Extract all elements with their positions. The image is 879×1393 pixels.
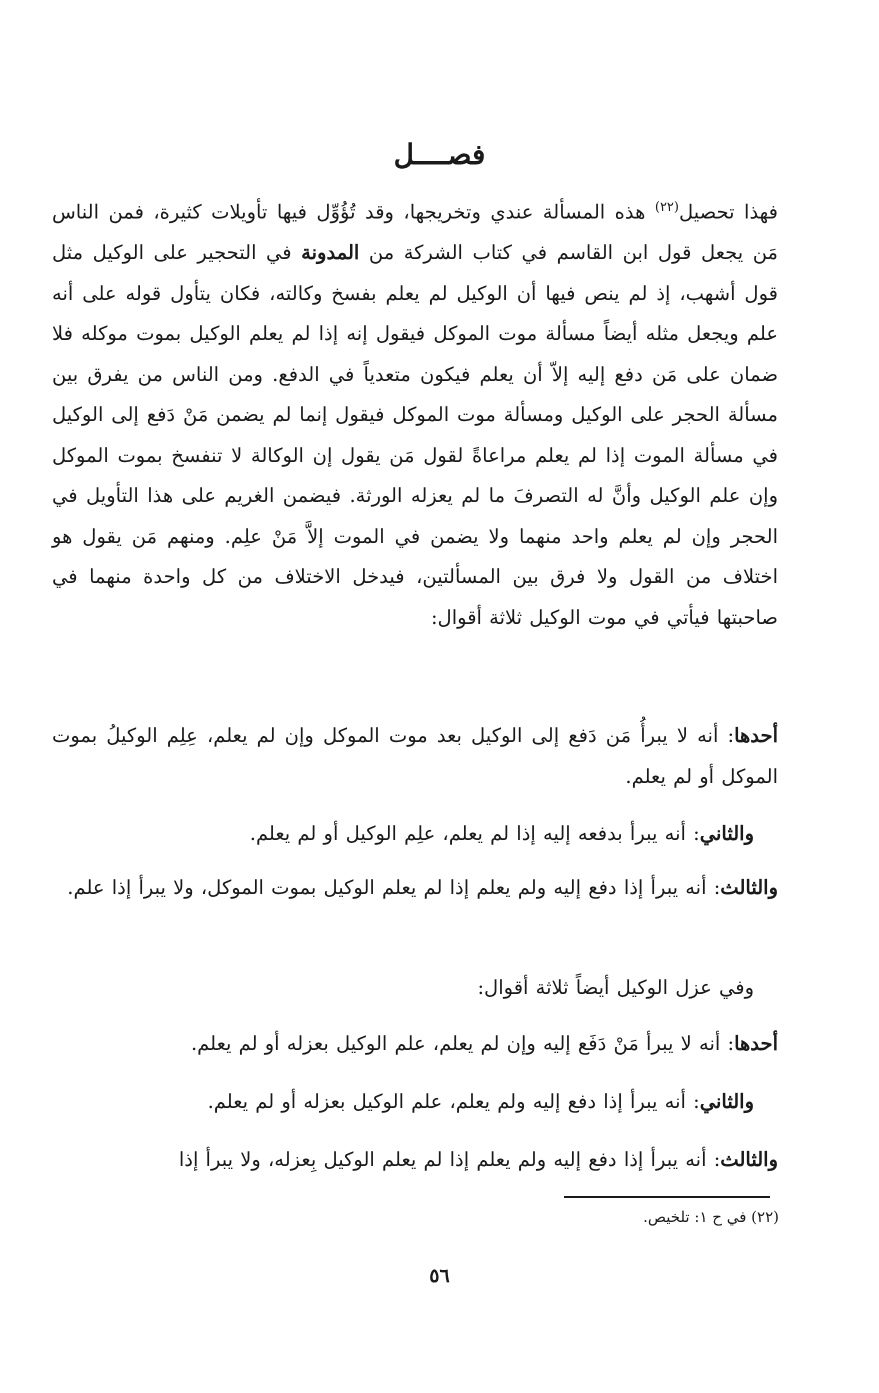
intro-paragraph (52, 188, 778, 638)
intro-text-1: فهذا تحصيل (678, 200, 778, 224)
dismissal-intro: وفي عزل الوكيل أيضاً ثلاثة أقوال: (477, 976, 754, 999)
footnote-divider (564, 1196, 770, 1198)
intro-text-3: في التحجير على الوكيل مثل قول أشهب، إذ لم ينص فيها أن الوكيل لم يعلم بفسخ وكالته، فكان يتأول قوله على أنه علم ويجعل مثله أيضاً مسألة موت الموكل فيقول إنه إذا لم يعلم الوكيل بموت موكله فلا ضمان على مَن دفع إليه إلاّ أن يعلم فيكون متعدياً في الدفع. ومن الناس من يفرق بين مسألة الحجر على الوكيل ومسألة موت الموكل فيقول إنما لم يضمن مَنْ دَفع إلى الوكيل في مسألة الموت إذا لم يعلم مراعاةً لقول مَن يقول إن الوكالة لا تنفسخ بموت الموكل وإن علم الوكيل وأنَّ له التصرفَ ما لم يعزله الورثة. فيضمن الغريم على هذا التأويل في الحجر وإن لم يعلم واحد منهما ولا يضمن في الموت إلاَّ مَنْ علِم. ومنهم مَن يقول هو اختلاف من القول ولا فرق بين المسألتين، فيدخل الاختلاف من كل واحدة منهما في صاحبتها فيأتي في موت الوكيل ثلاثة أقوال: (52, 241, 778, 629)
intro-text-2: هذه المسألة عندي وتخريجها، وقد تُؤُوِّل فيها تأويلات كثيرة، فمن الناس مَن يجعل قول ابن القاسم في كتاب الشركة من (52, 200, 778, 264)
death-opinion-third (52, 868, 778, 909)
opinion-text: : أنه يبرأ بدفعه إليه إذا لم يعلم، علِم الوكيل أو لم يعلم. (249, 822, 700, 845)
opinion-text: : أنه لا يبرأُ مَن دَفع إلى الوكيل بعد موت الموكل وإن لم يعلم، عِلِم الوكيلُ بموت الموكل أو لم يعلم. (52, 724, 778, 788)
opinion-lead: والثالث (720, 1148, 778, 1171)
opinion-text: : أنه يبرأ إذا دفع إليه ولم يعلم، علم الوكيل بعزله أو لم يعلم. (207, 1090, 700, 1113)
opinion-lead: والثالث (720, 876, 778, 899)
footnote: (٢٢) في ح ١: تلخيص. (643, 1208, 779, 1226)
opinion-text: : أنه يبرأ إذا دفع إليه ولم يعلم إذا لم يعلم الوكيل بِعزله، ولا يبرأ إذا (178, 1148, 721, 1171)
footnote-reference: (٢٢) (654, 200, 679, 215)
dismissal-opinion-second (52, 1082, 778, 1123)
opinion-lead: والثاني (699, 1090, 754, 1113)
opinion-lead: أحدها (734, 1032, 778, 1055)
death-opinion-first (52, 716, 778, 797)
page-number: ٥٦ (429, 1265, 450, 1287)
dismissal-opinion-first (52, 1024, 778, 1065)
opinion-lead: أحدها (734, 724, 778, 747)
section-title: فصــــل (393, 138, 486, 171)
opinion-lead: والثاني (699, 822, 754, 845)
mudawwana-term: المدونة (301, 241, 360, 264)
opinion-text: : أنه لا يبرأ مَنْ دَفَع إليه وإن لم يعلم، علم الوكيل بعزله أو لم يعلم. (190, 1032, 735, 1055)
opinion-text: : أنه يبرأ إذا دفع إليه ولم يعلم إذا لم يعلم الوكيل بموت الموكل، ولا يبرأ إذا علم. (67, 876, 721, 899)
dismissal-opinion-third (52, 1140, 778, 1181)
death-opinion-second (52, 814, 778, 855)
